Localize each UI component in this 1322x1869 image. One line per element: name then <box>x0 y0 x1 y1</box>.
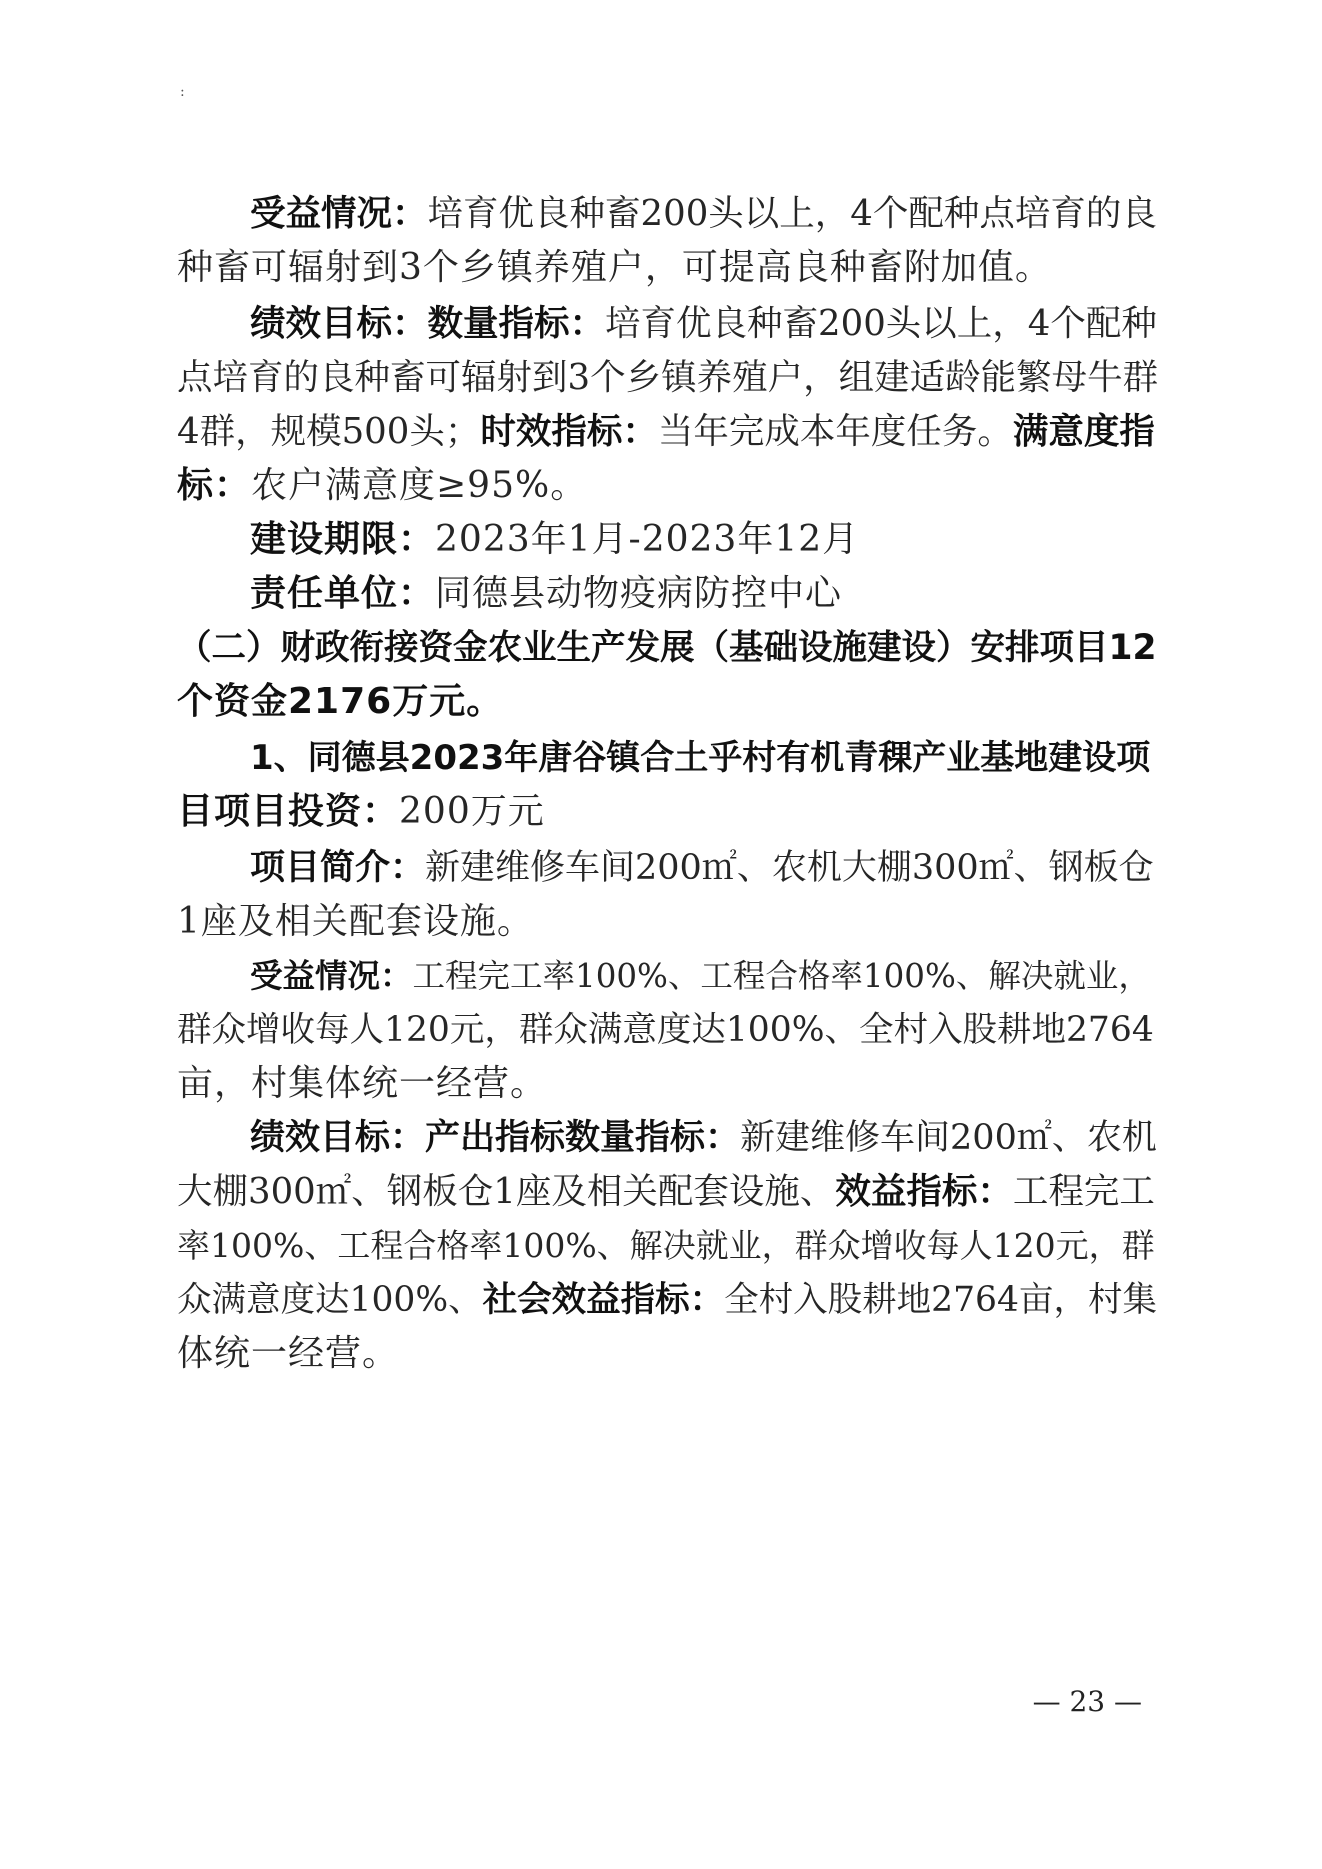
output-indicator-label: 产出指标数量指标： <box>425 1118 741 1158</box>
item1-goal-line-3: 率100%、工程合格率100%、解决就业，群众增收每人120元，群 <box>177 1226 1155 1265</box>
item1-invest-value: 200万元 <box>399 791 545 832</box>
item1-goal-line-1 <box>250 1114 1157 1162</box>
social-benefit-indicator-label: 社会效益指标： <box>482 1280 725 1320</box>
goal-text-3b: 当年完成本年度任务。 <box>657 411 1013 452</box>
benefit-label: 受益情况： <box>250 193 428 234</box>
responsible-unit-label: 责任单位： <box>250 573 436 614</box>
responsible-unit-line <box>250 570 1157 618</box>
goal-line-1 <box>250 300 1157 348</box>
item1-goal-line-4 <box>177 1276 1157 1324</box>
margin-mark: : <box>180 84 185 100</box>
goal-line-2: 点培育的良种畜可辐射到3个乡镇养殖户，组建适龄能繁母牛群 <box>177 357 1159 398</box>
item1-goal-text-4b: 全村入股耕地2764亩，村集 <box>724 1280 1157 1320</box>
item1-goal-label: 绩效目标： <box>250 1118 426 1158</box>
item1-goal-text-4a: 众满意度达100%、 <box>177 1280 483 1320</box>
item1-benefit-line-3: 亩，村集体统一经营。 <box>177 1063 548 1104</box>
satisfaction-indicator-label-cont: 标： <box>177 465 252 506</box>
intro-text-1: 新建维修车间200㎡、农机大棚300㎡、钢板仓 <box>425 848 1154 888</box>
item1-title-line-1: 1、同德县2023年唐谷镇合土乎村有机青稞产业基地建设项 <box>250 738 1151 778</box>
goal-text-4: 农户满意度≥95%。 <box>251 465 588 506</box>
goal-line-3 <box>177 408 1157 456</box>
item1-goal-text-2b: 工程完工 <box>1012 1171 1155 1212</box>
goal-label: 绩效目标： <box>250 303 428 344</box>
satisfaction-indicator-label: 满意度指 <box>1012 411 1155 452</box>
item1-goal-text-1: 新建维修车间200㎡、农机 <box>740 1118 1157 1158</box>
goal-line-4 <box>177 462 1157 510</box>
item1-benefit-text-1: 工程完工率100%、工程合格率100%、解决就业， <box>412 957 1151 995</box>
benefit-line-2: 种畜可辐射到3个乡镇养殖户，可提高良种畜附加值。 <box>177 247 1052 288</box>
benefit-indicator-label: 效益指标： <box>835 1171 1013 1212</box>
benefit-line-1 <box>250 190 1157 238</box>
time-indicator-label: 时效指标： <box>480 411 658 452</box>
quantity-indicator-label: 数量指标： <box>427 303 606 344</box>
item1-goal-text-2a: 大棚300㎡、钢板仓1座及相关配套设施、 <box>177 1171 836 1212</box>
item1-goal-line-2 <box>177 1168 1157 1216</box>
intro-label: 项目简介： <box>250 848 426 888</box>
page-number: — 23 — <box>1032 1685 1142 1718</box>
intro-line-1 <box>250 844 1157 892</box>
item1-title-line-2 <box>177 788 1157 836</box>
item1-benefit-line-2: 群众增收每人120元，群众满意度达100%、全村入股耕地2764 <box>177 1010 1154 1050</box>
goal-text-1: 培育优良种畜200头以上，4个配种 <box>605 303 1157 344</box>
period-text: 2023年1月-2023年12月 <box>435 519 860 560</box>
item1-goal-line-5: 体统一经营。 <box>177 1333 400 1374</box>
item1-benefit-line-1 <box>250 952 1157 1000</box>
responsible-unit-text: 同德县动物疫病防控中心 <box>435 573 843 614</box>
goal-text-3a: 4群，规模500头； <box>177 411 481 452</box>
period-line <box>250 516 1157 564</box>
intro-line-2: 1座及相关配套设施。 <box>177 901 534 942</box>
item1-invest-label: 目项目投资： <box>177 791 400 832</box>
section-heading-line-2: 个资金2176万元。 <box>177 681 504 722</box>
period-label: 建设期限： <box>250 519 436 560</box>
benefit-text: 培育优良种畜200头以上，4个配种点培育的良 <box>427 193 1157 234</box>
item1-benefit-label: 受益情况： <box>250 957 413 995</box>
section-heading-line-1: （二）财政衔接资金农业生产发展（基础设施建设）安排项目12 <box>177 628 1157 668</box>
